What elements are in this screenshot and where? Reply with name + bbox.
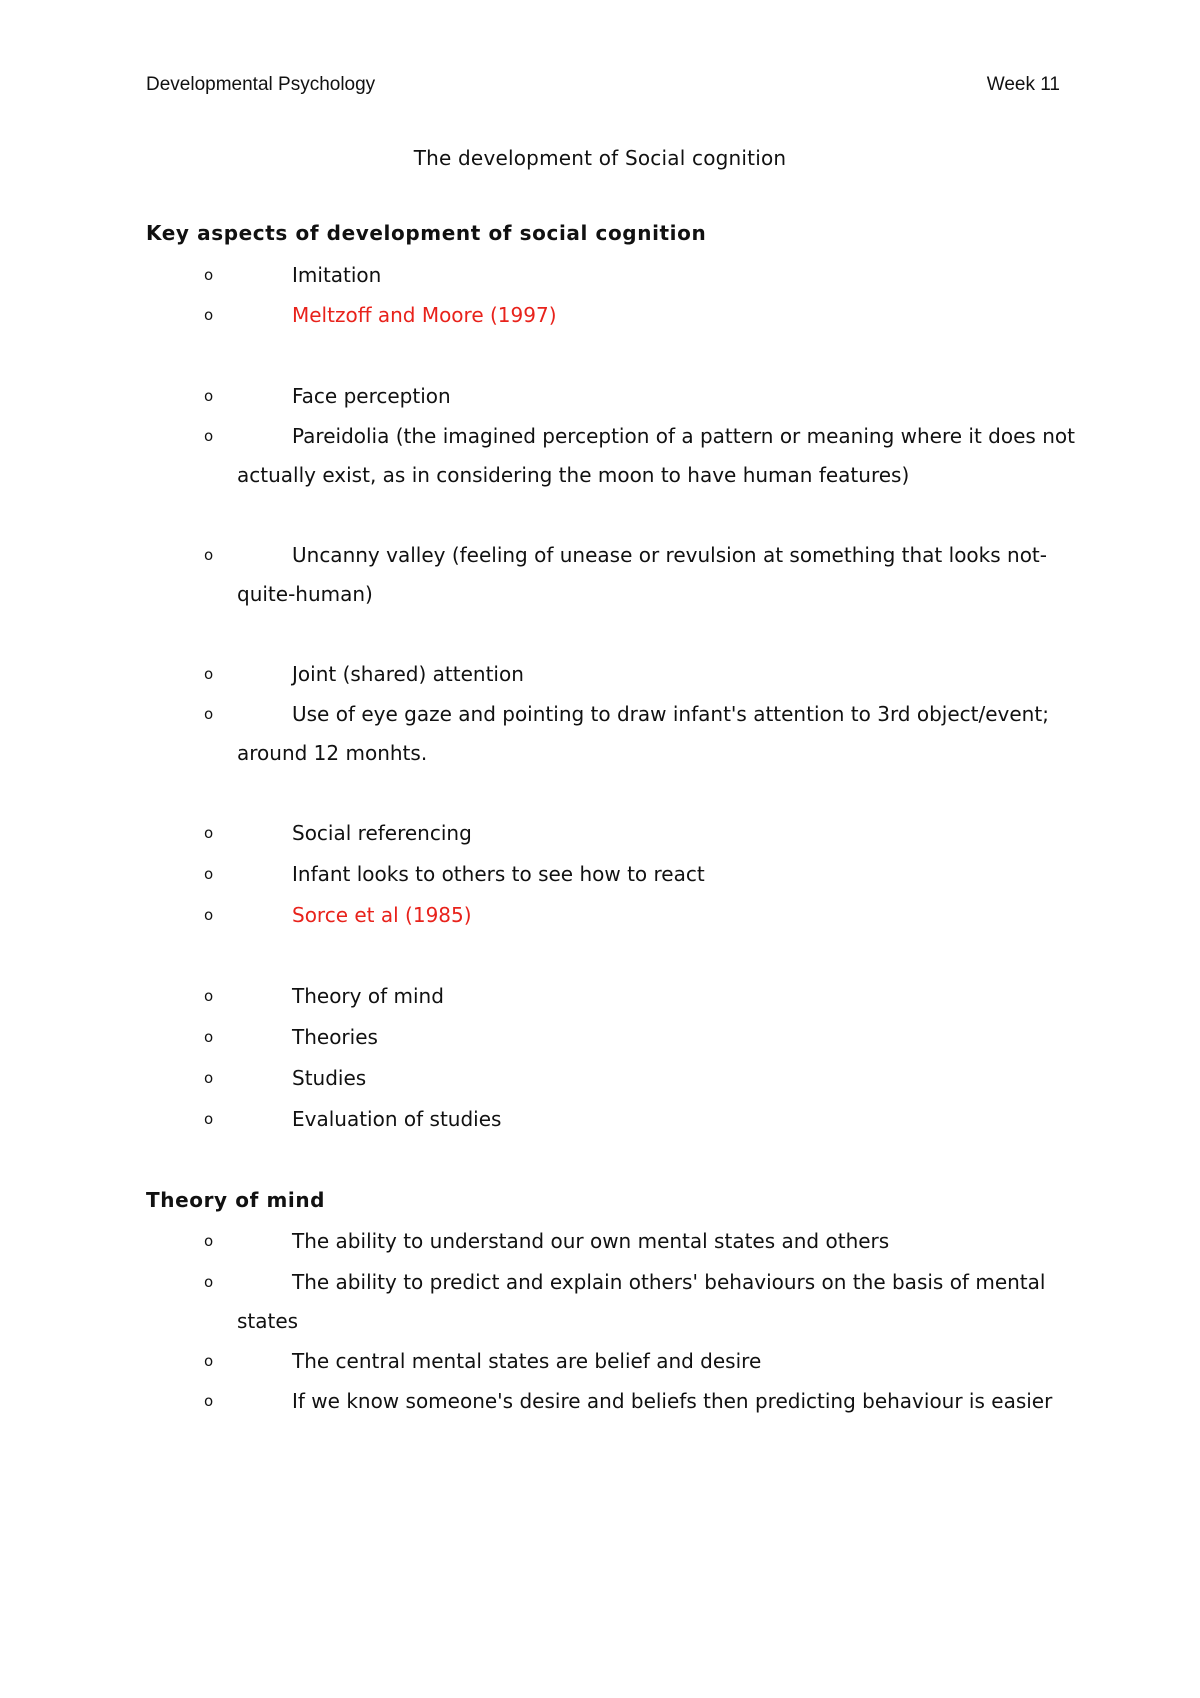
list-item-text: Evaluation of studies [292,1107,502,1131]
list-item-text: The ability to predict and explain others' behaviours on the basis of mental states [237,1270,1046,1333]
bullet-icon: o [204,865,214,883]
bullet-icon: o [204,824,214,842]
bullet-icon: o [204,665,214,683]
bullet-icon: o [204,1273,214,1291]
bullet-icon: o [204,1352,214,1370]
list-item-text: Theories [292,1025,378,1049]
bullet-icon: o [204,1028,214,1046]
list-item-text: Social referencing [292,821,472,845]
list-item-text: Studies [292,1066,367,1090]
citation-text: Sorce et al (1985) [292,903,472,927]
list-item-text: Imitation [292,263,382,287]
bullet-icon: o [204,266,214,284]
list-item-text: Pareidolia (the imagined perception of a pattern or meaning where it does not actually exist, as in considering the moon to have human features) [237,424,1075,487]
list-item-text: The ability to understand our own mental states and others [292,1229,890,1253]
citation-text: Meltzoff and Moore (1997) [292,303,557,327]
bullet-icon: o [204,306,214,324]
section-heading-key-aspects: Key aspects of development of social cognition [146,221,707,245]
list-item-text: If we know someone's desire and beliefs then predicting behaviour is easier [292,1389,1053,1413]
bullet-icon: o [204,906,214,924]
bullet-icon: o [204,1110,214,1128]
bullet-icon: o [204,987,214,1005]
header-week-label: Week 11 [986,74,1060,95]
bullet-icon: o [204,546,214,564]
list-item-text: Theory of mind [292,984,444,1008]
document-title: The development of Social cognition [413,146,787,170]
bullet-icon: o [204,1232,214,1250]
header-course-title: Developmental Psychology [146,74,376,95]
list-item-text: Uncanny valley (feeling of unease or revulsion at something that looks not-quite-human) [237,543,1047,606]
bullet-icon: o [204,1069,214,1087]
section-heading-theory-of-mind: Theory of mind [146,1188,326,1212]
list-item-text: Joint (shared) attention [292,662,524,686]
bullet-icon: o [204,1392,214,1410]
list-item-text: Use of eye gaze and pointing to draw infant's attention to 3rd object/event; around 12 monhts. [237,702,1049,765]
list-item-text: Infant looks to others to see how to react [292,862,705,886]
bullet-icon: o [204,387,214,405]
bullet-icon: o [204,705,214,723]
list-item-text: The central mental states are belief and desire [292,1349,762,1373]
bullet-icon: o [204,427,214,445]
list-item-text: Face perception [292,384,451,408]
